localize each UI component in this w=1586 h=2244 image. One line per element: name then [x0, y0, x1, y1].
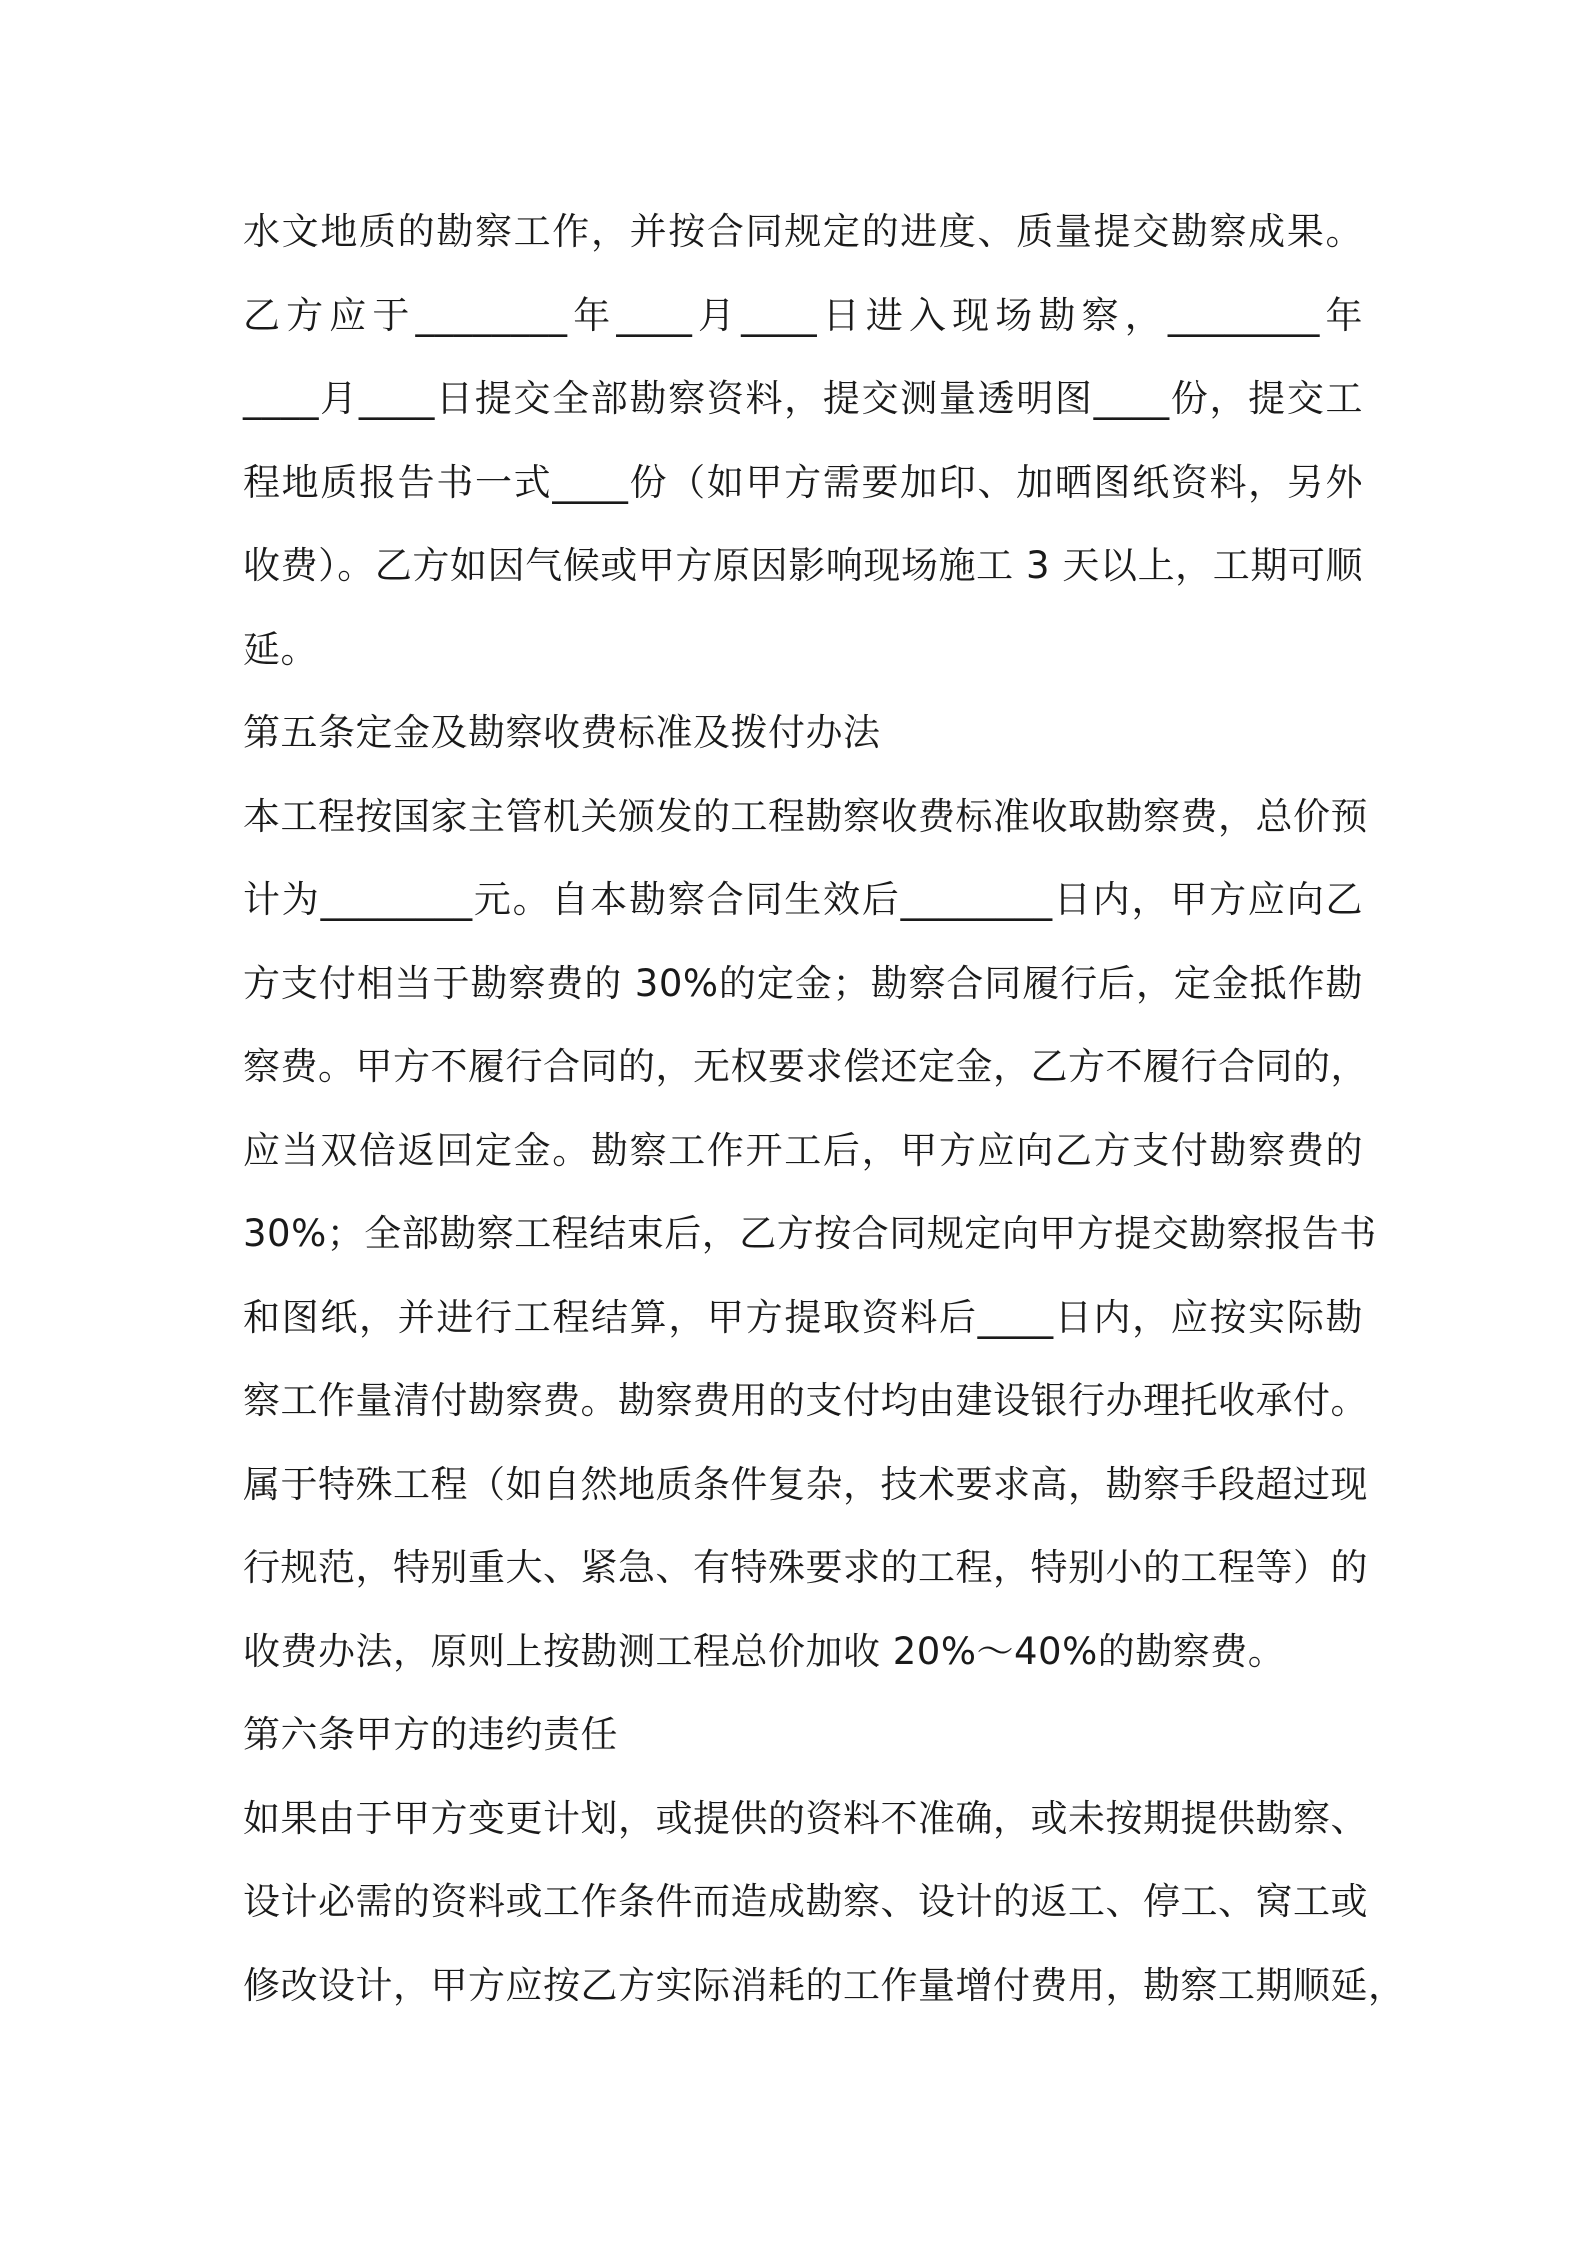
text-line: 计为________元。自本勘察合同生效后________日内，甲方应向乙	[243, 878, 1363, 921]
text-line: 收费）。乙方如因气候或甲方原因影响现场施工 3 天以上，工期可顺	[243, 544, 1363, 587]
text-line: 属于特殊工程（如自然地质条件复杂，技术要求高，勘察手段超过现	[243, 1462, 1368, 1506]
text-line: 30%；全部勘察工程结束后，乙方按合同规定向甲方提交勘察报告书	[243, 1212, 1377, 1255]
text-line: 察工作量清付勘察费。勘察费用的支付均由建设银行办理托收承付。	[243, 1379, 1368, 1422]
text-line: 程地质报告书一式____份（如甲方需要加印、加晒图纸资料，另外	[243, 460, 1363, 504]
text-line: 水文地质的勘察工作，并按合同规定的进度、质量提交勘察成果。	[243, 210, 1363, 253]
text-line: 察费。甲方不履行合同的，无权要求偿还定金，乙方不履行合同的，	[243, 1045, 1368, 1088]
text-line: 行规范，特别重大、紧急、有特殊要求的工程，特别小的工程等）的	[243, 1546, 1368, 1589]
text-line: 延。	[243, 627, 318, 671]
text-line: 应当双倍返回定金。勘察工作开工后，甲方应向乙方支付勘察费的	[243, 1128, 1363, 1172]
text-line: 修改设计，甲方应按乙方实际消耗的工作量增付费用，勘察工期顺延，	[243, 1963, 1406, 2007]
text-line: 方支付相当于勘察费的 30%的定金；勘察合同履行后，定金抵作勘	[243, 961, 1363, 1005]
section-heading-article-5: 第五条定金及勘察收费标准及拨付办法	[243, 711, 881, 754]
text-line: ____月____日提交全部勘察资料，提交测量透明图____份，提交工	[243, 377, 1363, 420]
text-line: 设计必需的资料或工作条件而造成勘察、设计的返工、停工、窝工或	[243, 1880, 1368, 1923]
text-line: 和图纸，并进行工程结算，甲方提取资料后____日内，应按实际勘	[243, 1295, 1363, 1339]
text-line: 本工程按国家主管机关颁发的工程勘察收费标准收取勘察费，总价预	[243, 794, 1368, 838]
text-line: 如果由于甲方变更计划，或提供的资料不准确，或未按期提供勘察、	[243, 1796, 1368, 1840]
text-line: 乙方应于________年____月____日进入现场勘察，________年	[243, 293, 1363, 337]
section-heading-article-6: 第六条甲方的违约责任	[243, 1713, 618, 1756]
text-line: 收费办法，原则上按勘测工程总价加收 20%～40%的勘察费。	[243, 1629, 1286, 1673]
contract-text-body	[243, 190, 1406, 2027]
